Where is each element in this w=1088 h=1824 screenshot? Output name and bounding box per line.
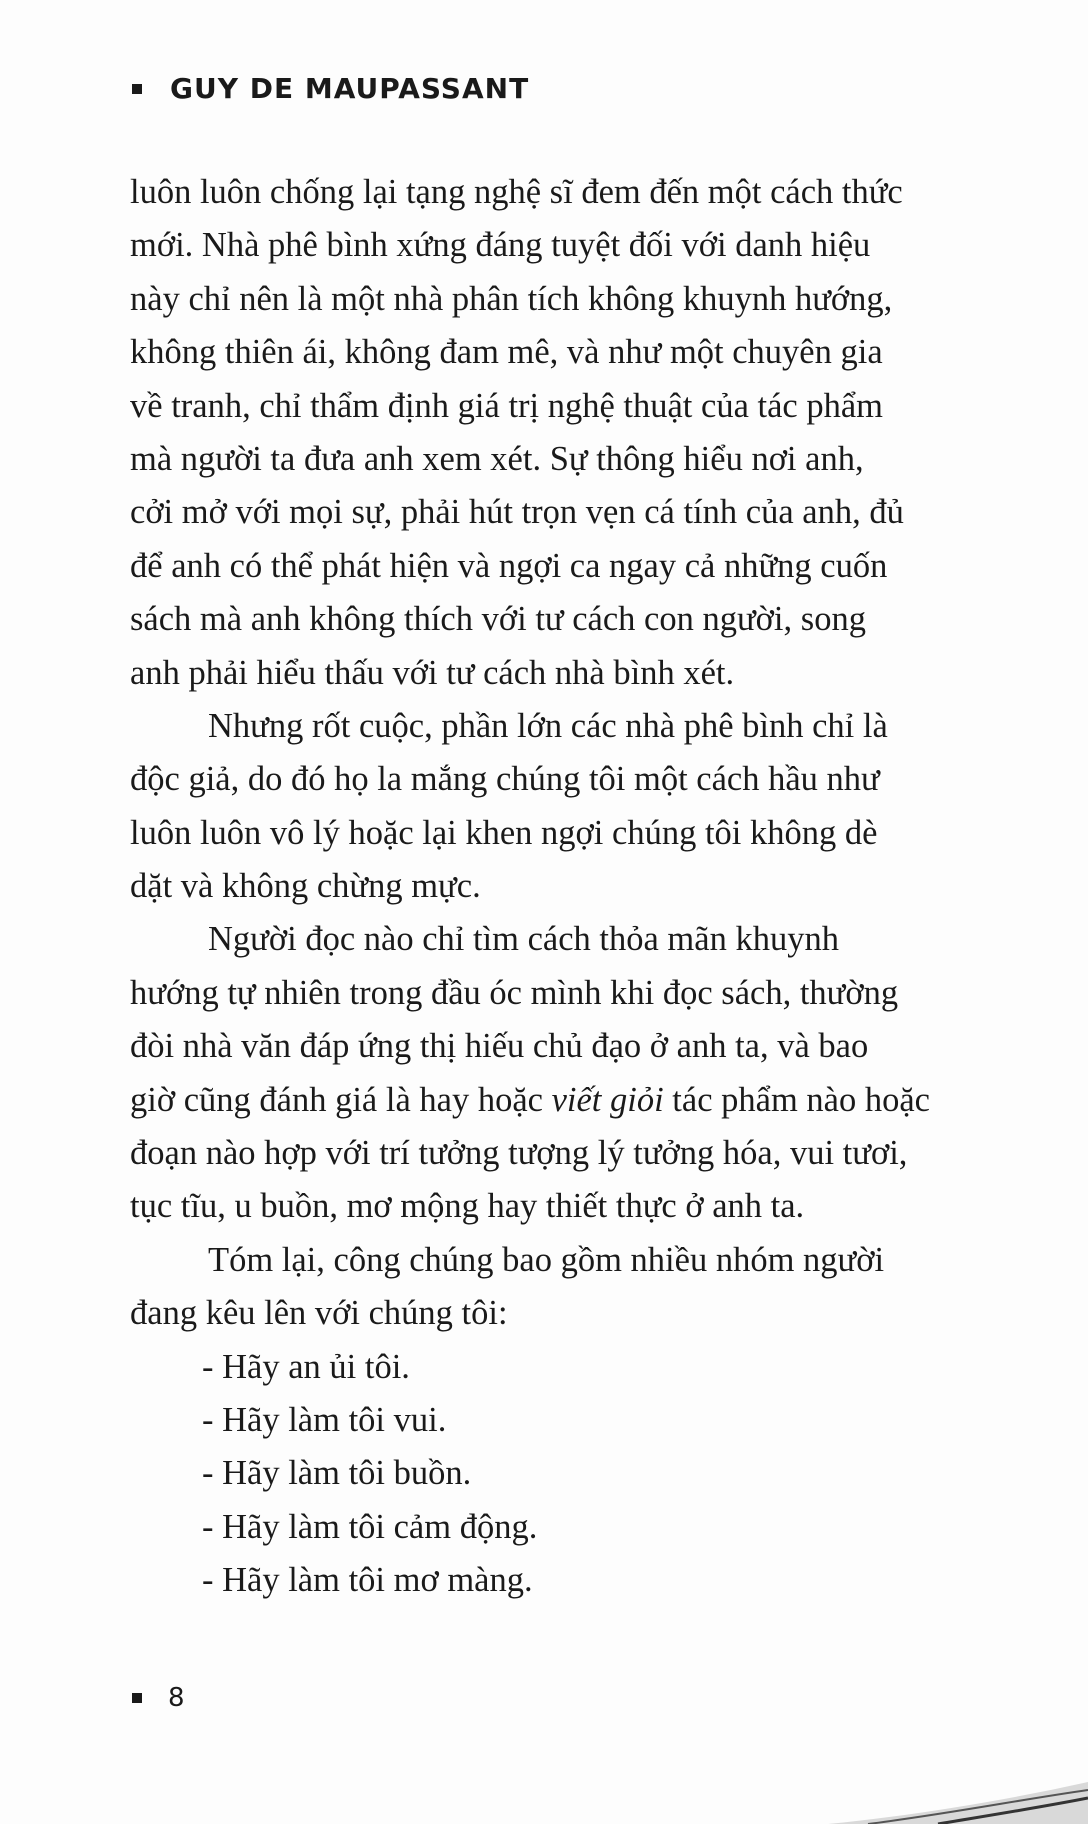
text-line: Tóm lại, công chúng bao gồm nhiều nhóm người xyxy=(208,1240,885,1279)
text-line: cởi mở với mọi sự, phải hút trọn vẹn cá tính của anh, đủ xyxy=(130,493,904,532)
text-line: đang kêu lên với chúng tôi: xyxy=(130,1294,508,1333)
list-item: - Hãy làm tôi vui. xyxy=(202,1400,447,1439)
text-line: về tranh, chỉ thẩm định giá trị nghệ thuật của tác phẩm xyxy=(130,386,884,425)
text-line: Nhưng rốt cuộc, phần lớn các nhà phê bình chỉ là xyxy=(208,706,888,745)
text-line: anh phải hiểu thấu với tư cách nhà bình xét. xyxy=(130,653,735,692)
text-line: để anh có thể phát hiện và ngợi ca ngay cả những cuốn xyxy=(130,546,888,585)
list-item: - Hãy làm tôi cảm động. xyxy=(202,1507,538,1546)
text-line: mà người ta đưa anh xem xét. Sự thông hiểu nơi anh, xyxy=(130,439,864,478)
text-line: sách mà anh không thích với tư cách con người, song xyxy=(130,600,866,639)
italic-emphasis: viết giỏi xyxy=(551,1080,664,1119)
page-number: 8 xyxy=(168,1683,185,1713)
page-curl-shadow-icon xyxy=(828,1754,1088,1824)
text-line: luôn luôn vô lý hoặc lại khen ngợi chúng tôi không dè xyxy=(130,813,878,852)
text-line: Người đọc nào chỉ tìm cách thỏa mãn khuynh xyxy=(208,920,839,959)
footer-bullet-icon xyxy=(132,1693,142,1703)
header-bullet-icon xyxy=(132,84,142,94)
text-line: đoạn nào hợp với trí tưởng tượng lý tưởng hóa, vui tươi, xyxy=(130,1134,908,1173)
text-line: hướng tự nhiên trong đầu óc mình khi đọc sách, thường xyxy=(130,973,899,1012)
header-author: GUY DE MAUPASSANT xyxy=(170,72,530,105)
text-line: độc giả, do đó họ la mắng chúng tôi một cách hầu như xyxy=(130,760,880,799)
text-line: dặt và không chừng mực. xyxy=(130,867,481,906)
text-line: này chỉ nên là một nhà phân tích không khuynh hướng, xyxy=(130,279,893,318)
text-line: mới. Nhà phê bình xứng đáng tuyệt đối với danh hiệu xyxy=(130,226,871,265)
text-line xyxy=(130,1074,1010,1127)
running-header xyxy=(132,72,529,105)
text-run: tác phẩm nào hoặc xyxy=(663,1080,930,1119)
text-line: luôn luôn chống lại tạng nghệ sĩ đem đến một cách thức xyxy=(130,173,903,211)
text-line: không thiên ái, không đam mê, và như một chuyên gia xyxy=(130,333,883,372)
text-line: đòi nhà văn đáp ứng thị hiếu chủ đạo ở anh ta, và bao xyxy=(130,1027,869,1066)
body-text xyxy=(130,166,1010,1608)
page-footer xyxy=(132,1683,185,1713)
text-line: tục tĩu, u buồn, mơ mộng hay thiết thực ở anh ta. xyxy=(130,1187,805,1226)
text-run: giờ cũng đánh giá là hay hoặc xyxy=(130,1080,552,1119)
list-item: - Hãy làm tôi mơ màng. xyxy=(202,1561,533,1600)
list-item: - Hãy an ủi tôi. xyxy=(202,1347,410,1386)
list-item: - Hãy làm tôi buồn. xyxy=(202,1454,472,1493)
